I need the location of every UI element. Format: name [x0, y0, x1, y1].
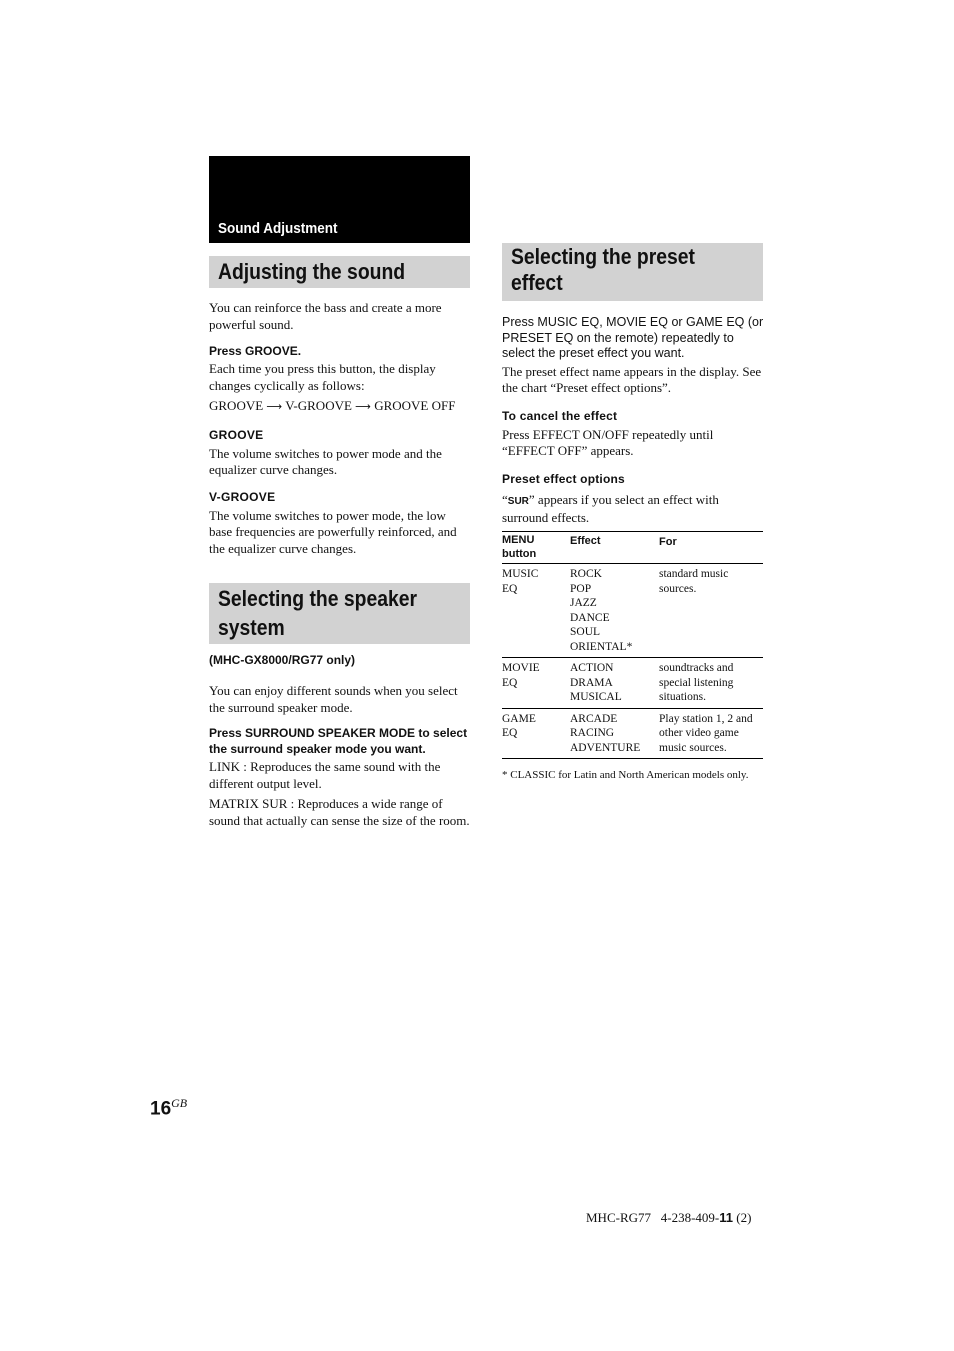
speaker-heading [218, 584, 417, 642]
speaker-models: (MHC-GX8000/RG77 only) [209, 653, 356, 667]
speaker-body [209, 653, 471, 829]
model-name: MHC-RG77 [586, 1210, 652, 1225]
row-for: standard music sources. [659, 568, 729, 595]
speaker-intro: You can enjoy different sounds when you select the surround speaker mode. [209, 683, 458, 715]
speaker-heading-box [209, 583, 470, 644]
cycle-item-groove-off: GROOVE OFF [374, 398, 456, 413]
header-for: For [659, 536, 677, 548]
preset-heading [511, 244, 695, 296]
arrow-right-icon: ⟶ [266, 400, 283, 413]
groove-step: Press GROOVE. [209, 344, 302, 358]
row-effects: ACTION DRAMA MUSICAL [570, 662, 622, 703]
header-menu-button: MENU button [502, 534, 537, 560]
groove-title: GROOVE [209, 427, 264, 442]
speaker-link-desc: LINK : Reproduces the same sound with the different output level. [209, 759, 441, 791]
preset-step: Press MUSIC EQ, MOVIE EQ or GAME EQ (or PRESET EQ on the remote) repeatedly to select the preset effect you want. [502, 315, 764, 360]
table-row [502, 708, 763, 759]
page-suffix: GB [171, 1096, 188, 1110]
groove-cycle [209, 398, 471, 416]
vgroove-desc: The volume switches to power mode, the low base frequencies are powerfully reinforced, and the equalizer curve changes. [209, 507, 457, 556]
section-label: Sound Adjustment [218, 220, 338, 237]
sur-note: “SUR” appears if you select an effect with surround effects. [502, 491, 719, 525]
row-menu: MOVIE EQ [502, 662, 540, 689]
speaker-step: Press SURROUND SPEAKER MODE to select the surround speaker mode you want. [209, 726, 468, 756]
preset-step-desc: The preset effect name appears in the display. See the chart “Preset effect options”. [502, 363, 762, 395]
vgroove-title: V-GROOVE [209, 489, 276, 504]
row-menu: MUSIC EQ [502, 568, 539, 595]
preset-heading-box [502, 243, 763, 301]
cancel-desc: Press EFFECT ON/OFF repeatedly until “EFFECT OFF” appears. [502, 426, 714, 458]
section-banner [209, 156, 470, 243]
adjusting-intro: You can reinforce the bass and create a more powerful sound. [209, 300, 442, 332]
speaker-heading-line2: system [218, 615, 285, 640]
adjusting-body [209, 300, 471, 557]
page-number: $16^{GB}$ [150, 1096, 188, 1120]
row-menu: GAME EQ [502, 712, 536, 739]
cycle-item-groove: GROOVE [209, 398, 264, 413]
row-for: Play station 1, 2 and other video game music sources. [659, 712, 753, 754]
speaker-matrix-desc: MATRIX SUR : Reproduces a wide range of sound that actually can sense the size of the room. [209, 796, 470, 828]
table-row [502, 658, 763, 709]
model-code: MHC-RG77 4-238-409-11 (2) [586, 1210, 752, 1225]
table-footnote: * CLASSIC for Latin and North American models only. [502, 769, 749, 781]
adjusting-heading: Adjusting the sound [218, 259, 406, 284]
table-header-row [502, 532, 763, 564]
preset-body [502, 315, 764, 527]
table-row [502, 564, 763, 658]
preset-heading-line1: Selecting the preset [511, 244, 695, 269]
groove-step-desc: Each time you press this button, the display changes cyclically as follows: [209, 361, 436, 393]
arrow-right-icon: ⟶ [355, 400, 371, 413]
cycle-item-vgroove: V-GROOVE [285, 398, 352, 413]
row-effects: ARCADE RACING ADVENTURE [570, 712, 641, 754]
options-title: Preset effect options [502, 471, 625, 486]
cancel-title: To cancel the effect [502, 408, 618, 423]
sur-symbol: SUR [507, 495, 529, 507]
row-effects: ROCK POP JAZZ DANCE SOUL ORIENTAL* [570, 568, 633, 653]
row-for: soundtracks and special listening situations. [659, 662, 734, 703]
groove-desc: The volume switches to power mode and the equalizer curve changes. [209, 445, 442, 477]
header-effect: Effect [570, 535, 601, 547]
speaker-heading-line1: Selecting the speaker [218, 586, 418, 611]
preset-effect-table [502, 531, 763, 759]
adjusting-heading-box [209, 256, 470, 288]
preset-heading-line2: effect [511, 270, 563, 295]
